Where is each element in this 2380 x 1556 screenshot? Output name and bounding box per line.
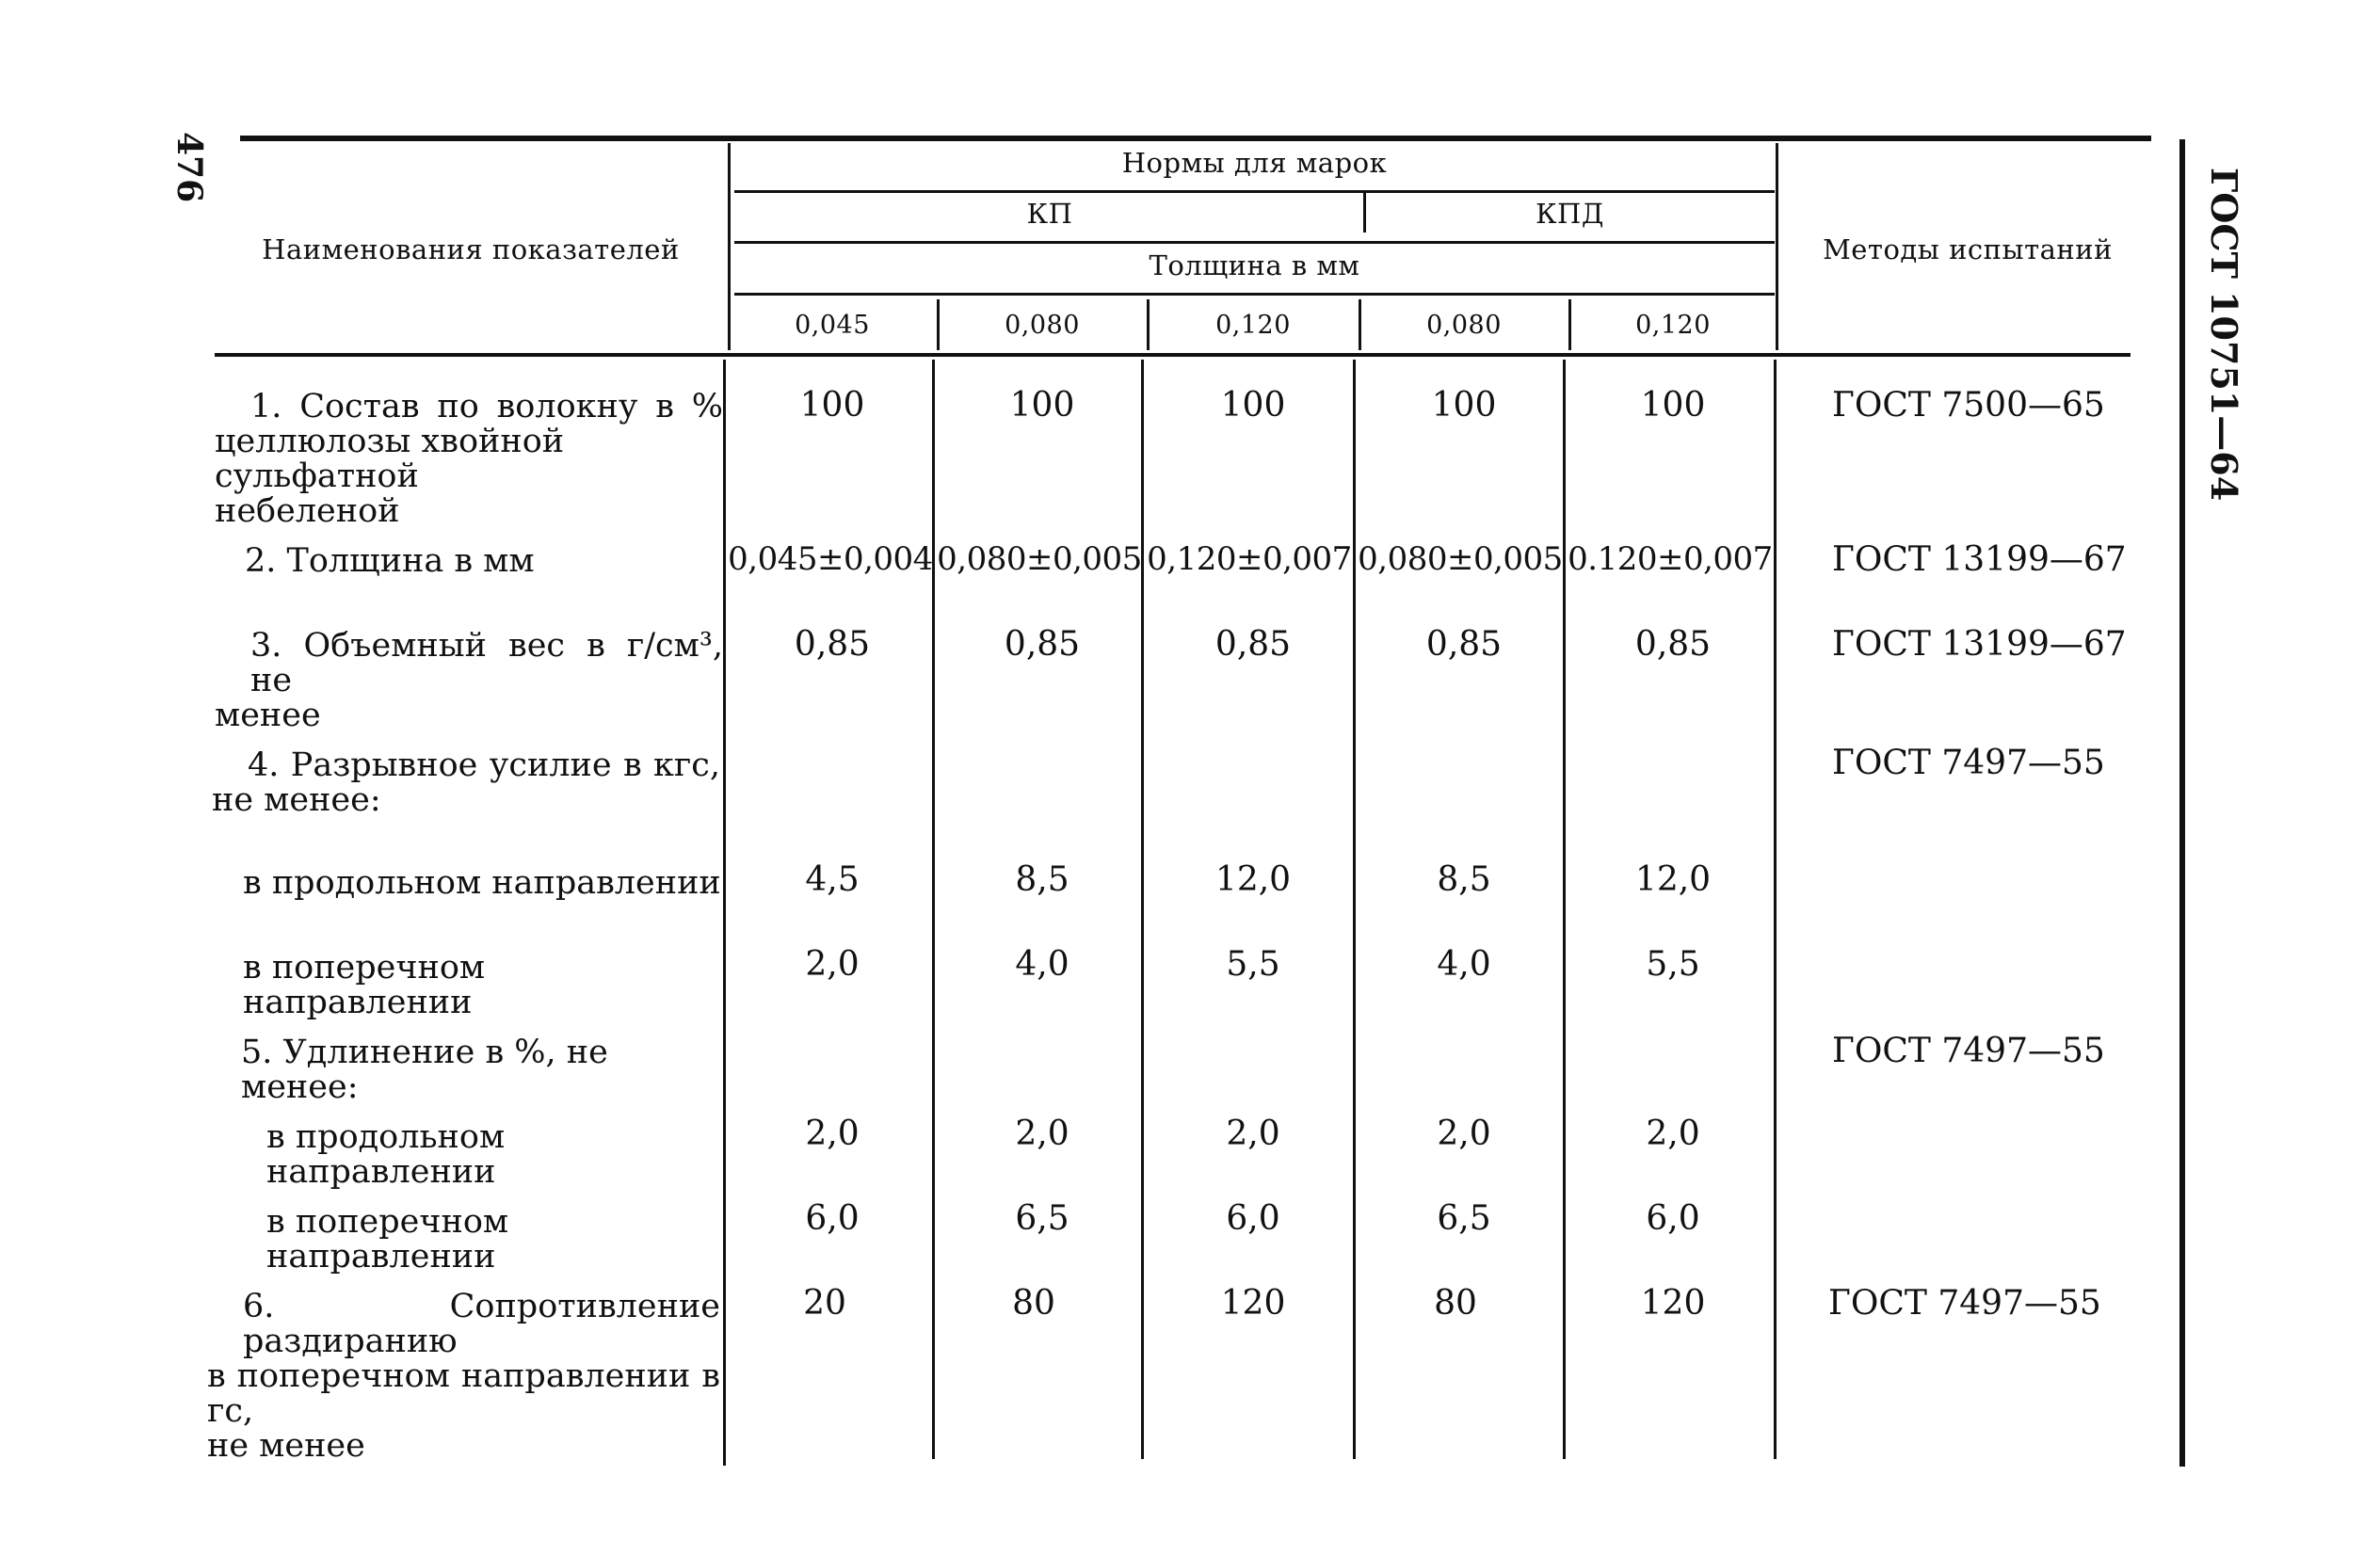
- body-divider: [723, 360, 726, 1466]
- thickness-col-header: 0,080: [1426, 311, 1502, 340]
- table-cell: 5,5: [1226, 945, 1280, 984]
- header-divider-right: [1776, 143, 1778, 350]
- table-cell: 0,85: [1634, 625, 1712, 664]
- thickness-group-header: Толщина в мм: [1149, 249, 1360, 281]
- header-bottom-rule: [215, 353, 2131, 357]
- table-cell: 6,0: [1226, 1199, 1280, 1238]
- thickness-col-header: 0,045: [795, 311, 870, 340]
- header-rule-1: [734, 190, 1775, 193]
- table-cell: 8,5: [1437, 860, 1491, 899]
- thickness-col-header: 0,120: [1635, 311, 1711, 340]
- body-divider: [932, 360, 935, 1459]
- table-cell: 80: [1012, 1284, 1055, 1323]
- header-rule-3: [734, 293, 1775, 296]
- table-row-name: 6. Сопротивление раздиранию в поперечном направлении в гс, не менее: [207, 1288, 720, 1465]
- grade-kp-header: КП: [1026, 198, 1073, 230]
- table-cell: 12,0: [1634, 860, 1712, 899]
- table-cell: 4,0: [1437, 945, 1491, 984]
- table-top-rule: [240, 136, 2151, 141]
- table-row-name: 5. Удлинение в %, не менее:: [241, 1034, 608, 1106]
- table-cell: 120: [1640, 1284, 1706, 1323]
- table-cell: 2,0: [1015, 1115, 1069, 1153]
- table-cell: 0,080±0,005: [1358, 540, 1563, 578]
- table-cell: 100: [1640, 386, 1706, 425]
- table-cell: 6,0: [1646, 1199, 1700, 1238]
- table-cell: 2,0: [805, 945, 860, 984]
- table-cell: 0,85: [1004, 625, 1081, 664]
- thickness-col-header: 0,080: [1005, 311, 1080, 340]
- table-cell: 6,5: [1015, 1199, 1069, 1238]
- table-cell: 0,85: [794, 625, 871, 664]
- body-divider: [1563, 360, 1566, 1459]
- table-cell: 2,0: [1646, 1115, 1700, 1153]
- table-cell: 80: [1434, 1284, 1477, 1323]
- table-cell: 0,85: [1425, 625, 1503, 664]
- methods-column-header: Методы испытаний: [1823, 233, 2113, 265]
- table-cell: 100: [1220, 386, 1286, 425]
- table-cell: 0,080±0,005: [937, 540, 1142, 578]
- norms-group-header: Нормы для марок: [1121, 147, 1388, 179]
- table-cell: 0,85: [1214, 625, 1292, 664]
- table-cell: 100: [1431, 386, 1497, 425]
- grade-kpd-header: КПД: [1536, 198, 1604, 230]
- header-rule-2: [734, 241, 1775, 244]
- test-method: ГОСТ 7500—65: [1832, 386, 2105, 425]
- table-row-name: 3. Объемный вес в г/см³, не менее: [215, 627, 723, 734]
- table-row-name: 1. Состав по волокну в % целлюлозы хвойной сульфатной небеленой: [215, 388, 723, 530]
- thickness-col-header: 0,120: [1215, 311, 1291, 340]
- test-method: ГОСТ 7497—55: [1832, 1032, 2105, 1070]
- table-cell: 120: [1220, 1284, 1286, 1323]
- test-method: ГОСТ 7497—55: [1832, 744, 2105, 782]
- table-cell: 100: [799, 386, 865, 425]
- table-row-name: в поперечном направлении: [243, 949, 486, 1021]
- table-cell: 20: [803, 1284, 846, 1323]
- document-side-title: ГОСТ 10751—64: [2203, 168, 2245, 502]
- table-cell: 8,5: [1015, 860, 1069, 899]
- table-cell: 5,5: [1646, 945, 1700, 984]
- test-method: ГОСТ 7497—55: [1828, 1284, 2101, 1323]
- page-number: 476: [169, 132, 209, 203]
- table-cell: 6,5: [1437, 1199, 1491, 1238]
- table-row-name: 4. Разрывное усилие в кгс, не менее:: [212, 746, 720, 819]
- table-row-name: 2. Толщина в мм: [245, 542, 535, 580]
- indicator-column-header: Наименования показателей: [262, 233, 680, 265]
- test-method: ГОСТ 13199—67: [1832, 540, 2127, 579]
- table-cell: 0,045±0,004: [728, 540, 933, 578]
- table-cell: 12,0: [1214, 860, 1292, 899]
- table-cell: 6,0: [805, 1199, 860, 1238]
- table-cell: 2,0: [805, 1115, 860, 1153]
- table-cell: 4,0: [1015, 945, 1069, 984]
- table-cell: 2,0: [1437, 1115, 1491, 1153]
- table-cell: 4,5: [805, 860, 860, 899]
- table-cell: 2,0: [1226, 1115, 1280, 1153]
- table-row-name: в продольном направлении: [243, 864, 721, 902]
- right-border: [2179, 139, 2185, 1467]
- table-cell: 100: [1009, 386, 1075, 425]
- table-row-name: в поперечном направлении: [266, 1203, 509, 1275]
- body-divider: [1141, 360, 1144, 1459]
- table-row-name: в продольном направлении: [266, 1118, 506, 1191]
- table-cell: 0,120±0,007: [1147, 540, 1352, 578]
- table-cell: 0.120±0,007: [1568, 540, 1773, 578]
- test-method: ГОСТ 13199—67: [1832, 625, 2127, 664]
